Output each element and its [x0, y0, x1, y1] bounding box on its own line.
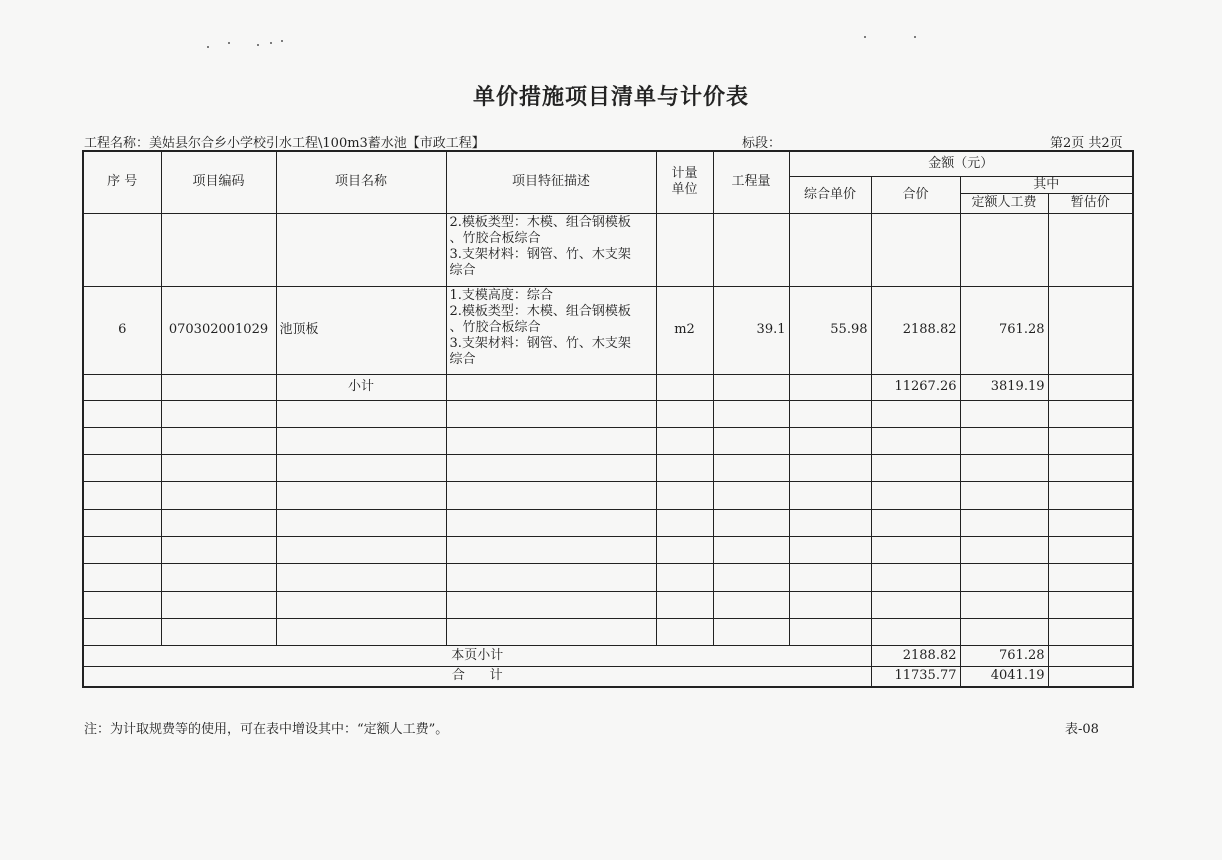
grand-total-label: 合 计 — [83, 666, 871, 687]
cell-code: 070302001029 — [161, 286, 276, 374]
empty-row — [83, 536, 1133, 563]
page-subtotal-row — [83, 645, 1133, 666]
cell-seq — [83, 213, 161, 286]
cell-name — [276, 213, 446, 286]
scan-speck — [257, 44, 259, 46]
empty-row — [83, 427, 1133, 454]
subtotal-label: 小计 — [276, 374, 446, 400]
header-code: 项目编码 — [161, 151, 276, 213]
cell-total — [871, 213, 960, 286]
cell-provisional — [1048, 213, 1133, 286]
section-label: 标段： — [742, 136, 782, 151]
cell-unit-price — [789, 213, 871, 286]
grand-total-row — [83, 666, 1133, 687]
empty-row — [83, 481, 1133, 509]
project-name-line — [84, 132, 485, 151]
subtotal-labor: 3819.19 — [960, 374, 1048, 400]
scan-speck — [228, 42, 230, 44]
header-qty: 工程量 — [713, 151, 789, 213]
cell-unit-price: 55.98 — [789, 286, 871, 374]
empty-row — [83, 591, 1133, 618]
desc-line: 综合 — [449, 262, 476, 278]
header-total: 合价 — [871, 176, 960, 213]
header-of-which: 其中 — [960, 176, 1133, 193]
cell-seq: 6 — [83, 286, 161, 374]
page-title: 单价措施项目清单与计价表 — [472, 84, 749, 110]
header-amount: 金额（元） — [789, 151, 1133, 176]
desc-line: 3.支架材料：钢管、竹、木支架 — [449, 246, 631, 262]
empty-row — [83, 563, 1133, 591]
cell-desc — [446, 213, 656, 286]
page-subtotal-total: 2188.82 — [871, 645, 960, 666]
scan-speck — [864, 36, 866, 38]
cell-unit — [656, 213, 713, 286]
project-label: 工程名称： — [84, 136, 150, 151]
form-code: 表-08 — [1065, 722, 1099, 737]
scan-speck — [207, 46, 209, 48]
desc-line: 、竹胶合板综合 — [449, 319, 541, 335]
subtotal-row — [83, 374, 1133, 400]
table-row — [83, 286, 1133, 374]
header-labor: 定额人工费 — [960, 193, 1048, 213]
cell-total: 2188.82 — [871, 286, 960, 374]
empty-row — [83, 509, 1133, 536]
project-name: 美姑县尔合乡小学校引水工程\100m3蓄水池【市政工程】 — [149, 136, 485, 151]
desc-line: 2.模板类型：木模、组合钢模板 — [449, 214, 631, 230]
scan-speck — [270, 42, 272, 44]
cell-name: 池顶板 — [276, 286, 446, 374]
grand-total-labor: 4041.19 — [960, 666, 1048, 687]
header-provisional: 暂估价 — [1048, 193, 1133, 213]
empty-row — [83, 618, 1133, 645]
footnote: 注：为计取规费等的使用，可在表中增设其中：“定额人工费”。 — [84, 722, 449, 737]
desc-line: 3.支架材料：钢管、竹、木支架 — [449, 335, 631, 351]
header-desc: 项目特征描述 — [446, 151, 656, 213]
cell-qty — [713, 213, 789, 286]
empty-row — [83, 400, 1133, 427]
page-subtotal-label: 本页小计 — [83, 645, 871, 666]
cell-provisional — [1048, 286, 1133, 374]
desc-line: 2.模板类型：木模、组合钢模板 — [449, 303, 631, 319]
header-unit-price: 综合单价 — [789, 176, 871, 213]
header-row-1 — [83, 151, 1133, 176]
page-info: 第2页 共2页 — [1050, 136, 1123, 151]
measures-table — [82, 150, 1134, 688]
subtotal-total: 11267.26 — [871, 374, 960, 400]
scan-speck — [281, 40, 283, 42]
table-row — [83, 213, 1133, 286]
header-name: 项目名称 — [276, 151, 446, 213]
cell-labor — [960, 213, 1048, 286]
desc-line: 1.支模高度：综合 — [449, 287, 553, 303]
header-seq: 序 号 — [83, 151, 161, 213]
cell-labor: 761.28 — [960, 286, 1048, 374]
empty-row — [83, 454, 1133, 481]
desc-line: 综合 — [449, 351, 476, 367]
cell-desc — [446, 286, 656, 374]
cell-code — [161, 213, 276, 286]
scan-speck — [914, 36, 916, 38]
grand-total-total: 11735.77 — [871, 666, 960, 687]
header-unit: 计量单位 — [656, 151, 713, 213]
cell-qty: 39.1 — [713, 286, 789, 374]
desc-line: 、竹胶合板综合 — [449, 230, 541, 246]
page-subtotal-labor: 761.28 — [960, 645, 1048, 666]
cell-unit: m2 — [656, 286, 713, 374]
